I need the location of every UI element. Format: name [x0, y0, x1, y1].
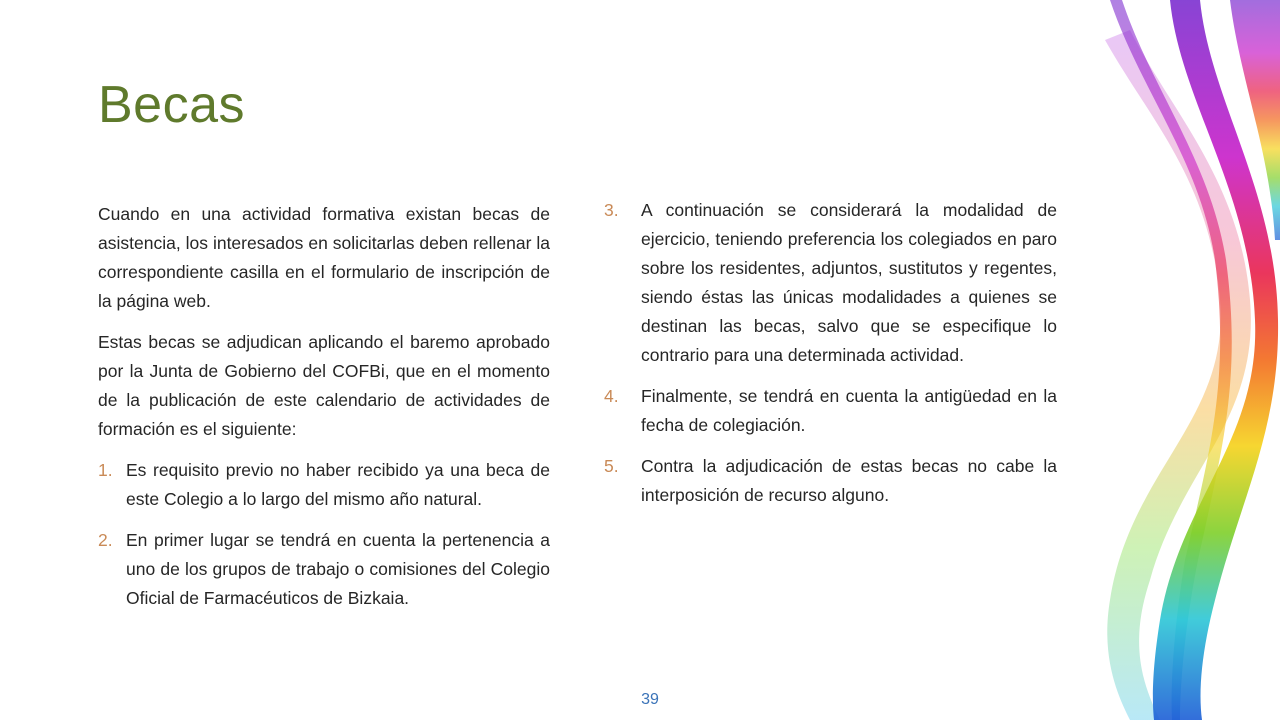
list-item-text: A continuación se considerará la modalidad de ejercicio, teniendo preferencia los colegiados en paro sobre los residentes, adjuntos, sustitutos y regentes, siendo éstas las únicas modalidades a quienes se destinan las becas, salvo que se especifique lo contrario para una determinada actividad.	[641, 200, 1057, 365]
right-column	[604, 196, 1057, 522]
list-item-text: En primer lugar se tendrá en cuenta la pertenencia a uno de los grupos de trabajo o comisiones del Colegio Oficial de Farmacéuticos de Bizkaia.	[126, 530, 550, 608]
list-item-text: Es requisito previo no haber recibido ya una beca de este Colegio a lo largo del mismo año natural.	[126, 460, 550, 509]
list-item	[604, 382, 1057, 440]
slide-title: Becas	[98, 76, 246, 134]
list-item	[98, 456, 550, 514]
intro-paragraph-2: Estas becas se adjudican aplicando el baremo aprobado por la Junta de Gobierno del COFBi, que en el momento de la publicación de este calendario de actividades de formación es el siguiente:	[98, 332, 550, 439]
list-item-text: Finalmente, se tendrá en cuenta la antigüedad en la fecha de colegiación.	[641, 386, 1057, 435]
left-column	[98, 200, 550, 625]
page-number: 39	[641, 691, 659, 708]
criteria-list-part-1	[98, 456, 550, 613]
list-item-number: 5.	[604, 456, 619, 476]
criteria-list-part-2	[604, 196, 1057, 510]
list-item-text: Contra la adjudicación de estas becas no cabe la interposición de recurso alguno.	[641, 456, 1057, 505]
list-item-number: 4.	[604, 386, 619, 406]
list-item	[604, 452, 1057, 510]
list-item-number: 3.	[604, 200, 619, 220]
list-item	[98, 526, 550, 613]
list-item	[604, 196, 1057, 370]
list-item-number: 2.	[98, 530, 113, 550]
rainbow-ribbon-decoration	[1090, 0, 1280, 720]
intro-paragraph-1: Cuando en una actividad formativa existan becas de asistencia, los interesados en solicitarlas deben rellenar la correspondiente casilla en el formulario de inscripción de la página web.	[98, 204, 550, 311]
list-item-number: 1.	[98, 460, 113, 480]
